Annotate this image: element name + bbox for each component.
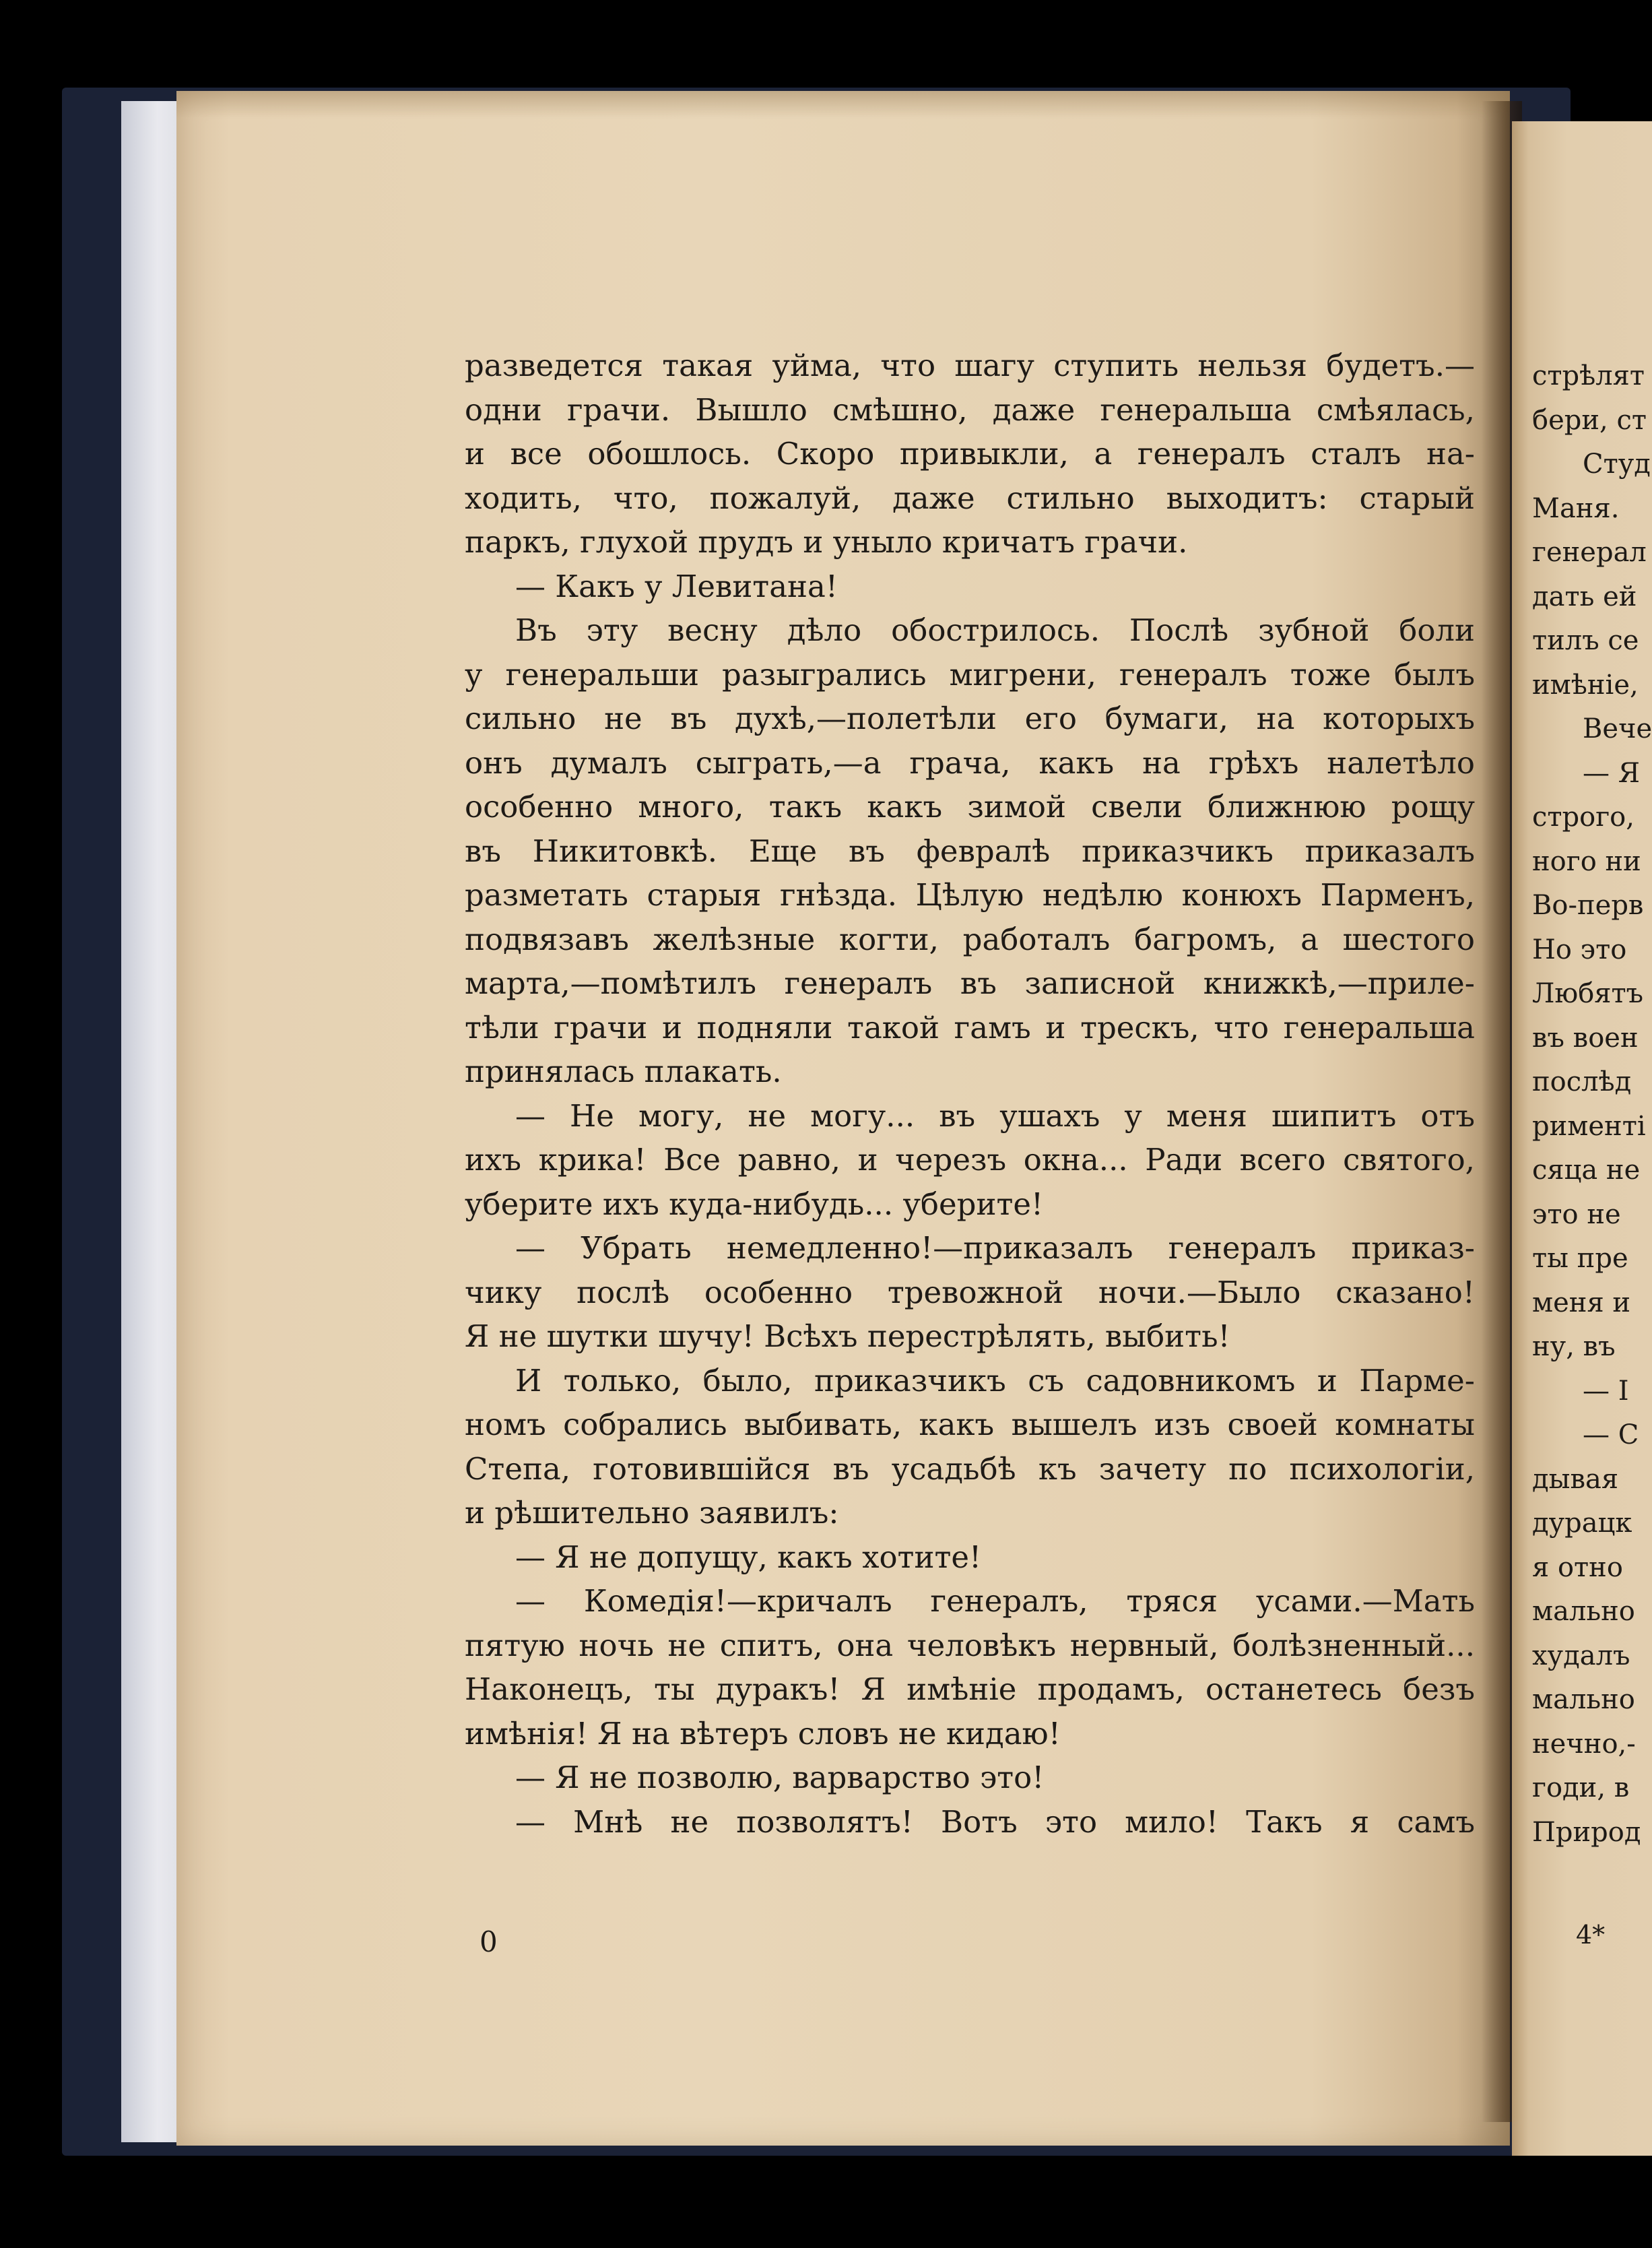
page-edge-shadow [176,91,1510,118]
text-line: сильно не въ духѣ,—полетѣли его бумаги, на которыхъ [465,701,1475,736]
text-line: мально [1532,1684,1635,1715]
text-line: тѣли грачи и подняли такой гамъ и трескъ, что генеральша [465,1009,1475,1046]
text-line: — Я не позволю, варварство это! [515,1760,1045,1795]
text-line: бери, ст [1532,404,1647,436]
text-line: ного ни [1532,845,1641,877]
text-line: имѣніе, [1532,669,1639,701]
text-line: сяца не [1532,1155,1641,1186]
text-line: Любятъ [1532,978,1644,1009]
text-line: Въ эту весну дѣло обострилось. Послѣ зубной боли [515,612,1475,648]
text-line: разведется такая уйма, что шагу ступить нельзя будетъ.— [465,348,1475,383]
text-line: меня и [1532,1287,1631,1318]
text-line: И только, было, приказчикъ съ садовникомъ и Парме- [515,1362,1475,1399]
text-line: — І [1583,1375,1629,1407]
text-line: ходить, что, пожалуй, даже стильно выходитъ: старый [465,480,1475,516]
text-line: Степа, готовившійся въ усадьбѣ къ зачету по психологіи, [465,1450,1475,1487]
text-line: дать ей [1532,581,1637,612]
text-line: Но это [1532,934,1627,965]
text-line: одни грачи. Вышло смѣшно, даже генеральша смѣялась, [465,391,1475,428]
text-line: Природ [1532,1816,1641,1848]
text-line: паркъ, глухой прудъ и уныло кричатъ грачи. [465,524,1188,560]
text-line: разметать старыя гнѣзда. Цѣлую недѣлю конюхъ Парменъ, [465,877,1475,913]
text-line: годи, в [1532,1772,1630,1803]
text-line: дывая [1532,1463,1619,1495]
text-line: — Мнѣ не позволятъ! Вотъ это мило! Такъ я самъ [515,1803,1475,1840]
text-line: онъ думалъ сыграть,—а грача, какъ на грѣхъ налетѣло [465,744,1475,781]
text-line: — Не могу, не могу... въ ушахъ у меня шипитъ отъ [515,1097,1475,1134]
text-line: — Убрать немедленно!—приказалъ генералъ приказ- [515,1230,1475,1266]
text-line: тилъ се [1532,625,1639,656]
text-line: — Я [1583,757,1641,789]
text-line: въ Никитовкѣ. Еще въ февралѣ приказчикъ приказалъ [465,833,1475,869]
text-line: ихъ крика! Все равно, и черезъ окна... Ради всего святого, [465,1142,1475,1178]
page-number: 0 [480,1925,498,1958]
text-line: принялась плакать. [465,1054,782,1089]
text-line: у генеральши разыгрались мигрени, генералъ тоже былъ [465,656,1475,693]
text-line: — Какъ у Левитана! [515,568,838,604]
text-line: Во-перв [1532,890,1644,921]
text-line: — Комедія!—кричалъ генералъ, тряся усами.—Мать [515,1583,1475,1619]
text-line: имѣнія! Я на вѣтеръ словъ не кидаю! [465,1715,1061,1752]
text-line: нечно,- [1532,1728,1636,1760]
text-line: стрѣлят [1532,360,1645,391]
text-line: чику послѣ особенно тревожной ночи.—Было сказано! [465,1274,1475,1310]
text-line: и рѣшительно заявилъ: [465,1495,839,1531]
text-line: я отно [1532,1551,1623,1583]
text-line: генерал [1532,537,1647,568]
text-line: ну, въ [1532,1331,1616,1362]
text-line: это не [1532,1198,1621,1230]
text-line: подвязавъ желѣзные когти, работалъ багромъ, а шестого [465,921,1475,957]
text-line: въ воен [1532,1022,1639,1054]
text-line: дурацк [1532,1508,1632,1539]
text-line: худалъ [1532,1640,1630,1671]
text-line: пятую ночь не спитъ, она человѣкъ нервный, болѣзненный... [465,1627,1475,1663]
text-line: Маня. [1532,492,1620,524]
text-line: Вече [1583,713,1652,744]
right-page-text [1532,360,1652,1861]
left-page-text [465,344,1475,1844]
text-line: Студ [1583,449,1651,480]
right-page [1512,121,1652,2156]
right-page-number: 4* [1576,1920,1606,1950]
text-line: послѣд [1532,1066,1632,1097]
text-line: номъ собрались выбивать, какъ вышелъ изъ своей комнаты [465,1407,1475,1442]
text-line: Наконецъ, ты дуракъ! Я имѣніе продамъ, останетесь безъ [465,1671,1475,1707]
text-line: — С [1583,1419,1639,1450]
text-line: марта,—помѣтилъ генералъ въ записной книжкѣ,—приле- [465,965,1475,1001]
text-line: рименті [1532,1110,1646,1142]
text-line: ты пре [1532,1243,1628,1274]
text-line: Я не шутки шучу! Всѣхъ перестрѣлять, выбить! [465,1318,1230,1354]
text-line: уберите ихъ куда-нибудь... уберите! [465,1186,1044,1222]
text-line: мально [1532,1596,1635,1627]
text-line: строго, [1532,802,1634,833]
text-line: особенно много, такъ какъ зимой свели ближнюю рощу [465,789,1475,825]
text-line: — Я не допущу, какъ хотите! [515,1539,982,1575]
text-line: и все обошлось. Скоро привыкли, а генералъ сталъ на- [465,436,1475,472]
